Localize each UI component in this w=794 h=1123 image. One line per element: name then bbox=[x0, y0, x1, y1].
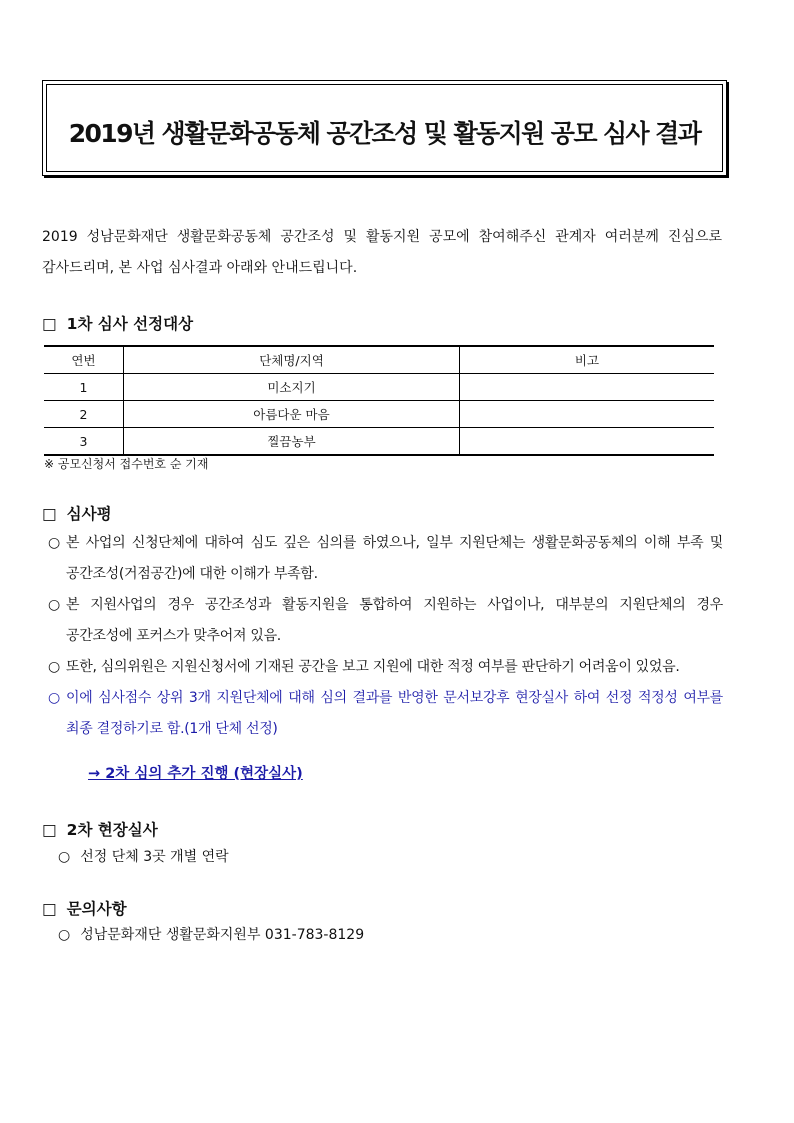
contact-item bbox=[58, 924, 364, 944]
circle-bullet-icon: ○ bbox=[58, 849, 71, 865]
header-remarks: 비고 bbox=[460, 346, 715, 374]
row-group-name: 미소지기 bbox=[124, 374, 460, 401]
row-group-name: 아름다운 마음 bbox=[124, 401, 460, 428]
checkbox-square-icon: □ bbox=[42, 505, 57, 523]
header-group-name: 단체명/지역 bbox=[124, 346, 460, 374]
site-visit-text: 선정 단체 3곳 개별 연락 bbox=[80, 849, 229, 865]
review-item-text: 이에 심사점수 상위 3개 지원단체에 대해 심의 결과를 반영한 문서보강후 현장실사 하여 선정 적정성 여부를 최종 결정하기로 함.(1개 단체 선정) bbox=[66, 690, 723, 737]
row-remarks bbox=[460, 401, 715, 428]
section-4-heading bbox=[42, 897, 127, 919]
title-box bbox=[42, 80, 727, 176]
row-number: 2 bbox=[44, 401, 124, 428]
header-number: 연번 bbox=[44, 346, 124, 374]
checkbox-square-icon: □ bbox=[42, 315, 57, 333]
table-note: ※ 공모신청서 접수번호 순 기재 bbox=[44, 457, 209, 471]
review-item-text: 본 사업의 신청단체에 대하여 심도 깊은 심의를 하였으나, 일부 지원단체는 생활문화공동체의 이해 부족 및 공간조성(거점공간)에 대한 이해가 부족함. bbox=[66, 535, 723, 582]
table-row bbox=[44, 401, 714, 428]
section-1-heading bbox=[42, 312, 193, 334]
review-item bbox=[48, 652, 723, 683]
section-1-title: 1차 심사 선정대상 bbox=[66, 315, 194, 333]
row-number: 1 bbox=[44, 374, 124, 401]
checkbox-square-icon: □ bbox=[42, 821, 57, 839]
table-header-row bbox=[44, 346, 714, 374]
review-item-text: 본 지원사업의 경우 공간조성과 활동지원을 통합하여 지원하는 사업이나, 대부분의 지원단체의 경우 공간조성에 포커스가 맞추어져 있음. bbox=[66, 597, 723, 644]
table-row bbox=[44, 374, 714, 401]
row-number: 3 bbox=[44, 428, 124, 456]
review-list bbox=[48, 528, 723, 745]
review-item-highlight bbox=[48, 683, 723, 745]
section-3-heading bbox=[42, 818, 158, 840]
page-title: 2019년 생활문화공동체 공간조성 및 활동지원 공모 심사 결과 bbox=[68, 119, 701, 148]
site-visit-item bbox=[58, 846, 229, 866]
section-2-title: 심사평 bbox=[66, 505, 112, 523]
review-item-text: 또한, 심의위원은 지원신청서에 기재된 공간을 보고 지원에 대한 적정 여부를 판단하기 어려움이 있었음. bbox=[66, 659, 680, 675]
contact-text: 성남문화재단 생활문화지원부 031-783-8129 bbox=[80, 927, 365, 943]
checkbox-square-icon: □ bbox=[42, 900, 57, 918]
review-item bbox=[48, 528, 723, 590]
review-item bbox=[48, 590, 723, 652]
row-group-name: 찔끔농부 bbox=[124, 428, 460, 456]
section-4-title: 문의사항 bbox=[66, 900, 127, 918]
table-row bbox=[44, 428, 714, 456]
section-3-title: 2차 현장실사 bbox=[66, 821, 158, 839]
circle-bullet-icon: ○ bbox=[48, 690, 60, 706]
circle-bullet-icon: ○ bbox=[58, 927, 71, 943]
circle-bullet-icon: ○ bbox=[48, 535, 60, 551]
circle-bullet-icon: ○ bbox=[48, 597, 60, 613]
circle-bullet-icon: ○ bbox=[48, 659, 60, 675]
second-review-notice: → 2차 심의 추가 진행 (현장실사) bbox=[88, 766, 303, 782]
row-remarks bbox=[460, 374, 715, 401]
row-remarks bbox=[460, 428, 715, 456]
selection-table bbox=[44, 345, 714, 456]
section-2-heading bbox=[42, 502, 112, 524]
intro-paragraph: 2019 성남문화재단 생활문화공동체 공간조성 및 활동지원 공모에 참여해주신 관계자 여러분께 진심으로 감사드리며, 본 사업 심사결과 아래와 안내드립니다. bbox=[42, 229, 722, 276]
